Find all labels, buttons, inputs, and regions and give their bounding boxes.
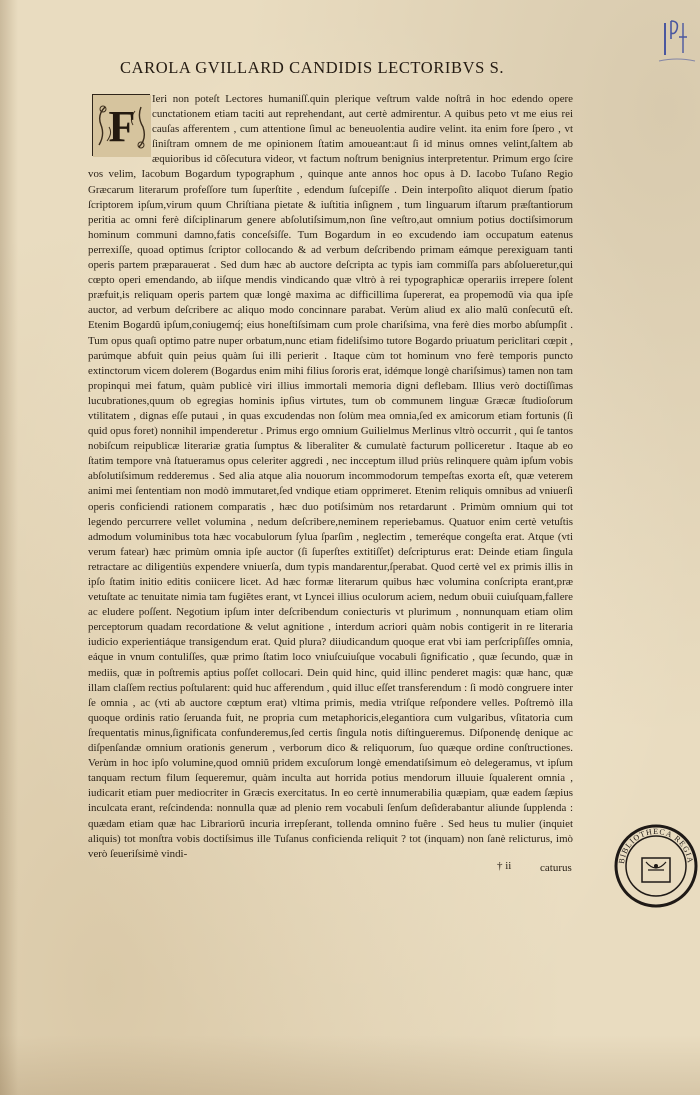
page-edge-shadow — [0, 0, 18, 1095]
library-shelfmark-icon — [657, 15, 697, 65]
page-header-title: CAROLA GVILLARD CANDIDIS LECTORIBVS S. — [120, 58, 505, 77]
signature-mark: † ii — [497, 860, 512, 872]
dropcap-letter: F — [108, 102, 136, 151]
page-bottom-stain — [0, 1035, 700, 1095]
preface-body: Ieri non poteſt Lectores humaniſſ.quin plerique veſtrum valde noſtrâ in hoc edendo opere cunctationem etiam taciti aut reprehendant, aut certè admirentur. A quibus peto vt me eius rei cauſas afferentem , cum attentione ſimul ac beneuolentia audire velint. ita enim fore ſpero , vt ſiniſtram omnem de me opinionem ſtatim amoueant:aut ſi id minus omnes velint,ſaltem ab æquioribus id cõſecutura videor, vt factum noſtrum benignius interpretentur. Primum ergo ſcire vos velim, Iacobum Bogardum typographum , quinque ante annos hoc opus à D. Iacobo Tuſano Regio Græcarum literarum profeſſore tum ſuperſtite , edendum ſuſcepiſſe . Dein interpoſito aliquot dierum ſpatio ſcriptorem ipſum,virum quum Chriſtiana pietate & iuſtitia inſignem , tum linguarum iſtarum præſtantiorum peritia ac omni ferè diſciplinarum genere abſolutiſsimum,non ſine veſtro,aut omnium potius doctiſsimorum hominum communi damno,fatis conceſsiſſe. Tum Bogardum in eo excudendo iam occupatum eatenus perrexiſſe, quoad optimus ſcriptor collocando & ad verbum deſcribendo primam eámque perexiguam tanti operis partem præparauerat . Sed dum hæc ab auctore deſcripta ac typis iam commiſſa pars abſolueretur,qui cœpto operi emendando, ab iiſque mendis vindicando quæ vltrò à rei typographicæ operariis irrepere ſolent præfuit,is reliquam operis partem quæ longè maxima ac difficillima ſupererat, ea propemodũ via qua ipſe auctor, ad verbum deſcribere ac aliquo modo concinnare parabat. Verùm aliud ex alio malũ conſecutũ eſt. Etenim Bogardũ ipſum,coniugemq́; eius honeſtiſsimam cum prole chariſsima, vna ferè dies morbo abſumpſit . Tum opus quaſi optimo patre nuper orbatum,nunc etiam fideliſsimo tutore Bogardo priuatum periclitari cœpit , parúmque abfuit quin peius quàm ſui illi perierit . Itaque cùm tot hominum vno ferè temporis puncto extinctorum vicem dolerem (Bogardus enim mihi filius ſororis erat, idémque longè chariſsimus) tamen non tam propinqui mei fatum, quàm publicè viri illius immortali memoria digni deflebam. Illius verò doctiſſimas lucubrationes,quum ob egregias hominis ipſius virtutes, tum ob communem linguæ Græcæ ſtudioſorum vtilitatem , dignas eſſe putaui , in quas excudendas non ſolùm mea omnia,ſed ex amicorum etiam fortunis (ſi quid opus foret) nonnihil impenderetur . Primus ergo omnium Guilielmus Merlinus vltrò occurrit , qui ſe tantos nobiſcum reipublicæ literariæ gratia ſumptus & liberaliter & cumulatè facturum polliceretur . Itaque ab eo ſtatim tempore vnà ſtatueramus opus celeriter aggredi , nec incceptum illud priùs relinquere quàm ipſum vobis abſolutiſsimum redderemus . Sed alia atque alia nouorum incommodorum tempeſtas exorta eſt, quæ veterem animi mei ſententiam non modò immutaret,ſed vndique etiam opprimeret. Etenim reliquis omnibus ad vniuerſi operis conficiendi rationem comparatis , hæc duo potiſsimùm nos retardarunt . Primùm omnium qui tot legendo percurrere vellet volumina , nedum deſcribere,neminem reperiebamus. Quatuor enim certè vetuſtis admodum voluminibus tota hæc vocabulorum ſylua ſparſim , neglectim , temeréque congeſta erat. Atque (vti verum fatear) hæc primùm omnia ipſe auctor (ſi ſuperſtes extitiſſet) deſcripturus erat: Deinde etiam ſingula retractare ac diligentiùs expendere vniuerſa, dum typis mandarentur,ſperabat. Quod certè vel ex primis illis in ipſo ſtatim initio editis coniicere licet. Ad hæc formæ literarum quibus hæc volumina conſcripta erant,præ vetuſtate ac tenuitate nimia tam fugiẽtes erant, vt Lyncei illius oculorum aciem, nedum obuii cuiuſquam,fallere ac eludere poſſent. Negotium ipſum inter deſcribendum coniecturis vt plurimum , nonnunquam etiam olim perceptorum quadam recordatione & velut agnitione , interdum acriori quàm nobis contigerit in re literaria iudicio experientiáque transigendum erat. Quid plura? diiudicandum quoque erat vbi iam perſcripſiſſes omnia, eáque in vnum contuliſſes, quæ primo ſtatim loco vniuſcuiuſque vocabuli ſignificatio , quæ ſecundo, quæ in mediis, quæ in poſtremis aptius poſſet collocari. Dein quid hinc, quid illinc penderet magis: quæ hanc, quæ illam claſſem rectius poſtularent: quid huc afferendum , quid illuc eſſet transferendum : ſi modò congruere inter ſe omnia , ac (vti ab auctore cœptum erat) vltima primis, media vtriſque reſpondere velles. Poſtremò illa quoque ordinis ratio ſeruanda fuit, ne propria cum metaphoricis,elegantiora cum vulgaribus, vſitatoria cum ſrequentatis minus,ſignificata confunderemus,ſed certis ſingula notis diſtingueremus. Diſponendę denique ac diſpenſandæ omnium orationis generum , verborum dico & reliquorum, ſuo quæque ordine conſtructiones. Verùm in hoc ipſo volumine,quod omniũ pridem excuſorum longè emendatiſsimum eò delegeramus, vt ipſum tanquam rectum filum ſequeremur, quàm inculta aut horrida potius mendorum illuuie ſqualerent omnia , iudicarit etiam puer mediocriter in Græcis exercitatus. In eo certè innumerabilia quæpiam, quæ eadem ſæpius inculcata erant, reſcindenda: nonnulla quæ ad plenio rem vocabuli ſenſum deſiderabantur aliunde ſupplenda : quædam etiam quæ hac Librariorũ incuria irrepſerant, tollenda omnino fuêre . Sed heus tu mulier (inquiet aliquis) tot monſtra vobis doctiſsimus ille Tuſanus conficienda reliquit ? tot (inquam) non ſanè relicturus, imò verò ſeueriſsimè vindi- — [88, 93, 573, 860]
library-ownership-stamp-icon — [612, 822, 700, 910]
preface-text-block — [88, 92, 573, 862]
dropcap-spacer — [88, 92, 152, 158]
catchword: caturus — [540, 862, 572, 874]
stamp-text: BIBLIOTHECA REGIA — [616, 826, 696, 865]
